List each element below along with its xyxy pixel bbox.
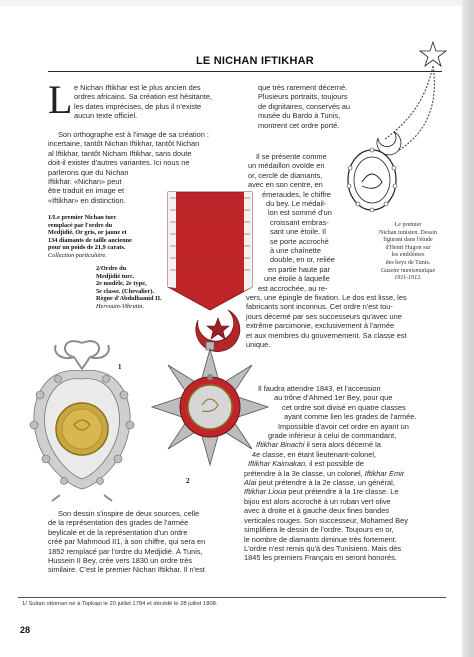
text-line: beylicale et de la représentation d'un ordre: [48, 527, 188, 537]
text-line: similaire. C'est le premier Nichan Iftikhar. Il n'est: [48, 565, 205, 575]
text-line: les dates imprécises, de plus il n'existe: [74, 101, 202, 111]
page-number: 28: [20, 625, 31, 635]
caption-line: 2/Ordre du: [96, 265, 127, 272]
caption-line: les emblèmes: [391, 252, 425, 259]
text-line: [244, 469, 450, 478]
caption-credit: Collection particulière.: [48, 251, 107, 259]
caption-line: Medjidié. Or gris, or jaune et: [48, 229, 127, 237]
caption-line: Le premier: [394, 222, 422, 228]
text-line: [244, 487, 450, 496]
col1-bottom-paragraph: [48, 509, 242, 575]
text-line: unique.: [246, 340, 271, 350]
text-line: en partie haute par: [268, 264, 331, 274]
caption-line: Nichan tunisien. Dessin: [378, 229, 438, 236]
text-line: Il se présente comme: [256, 152, 327, 161]
page-title: LE NICHAN IFTIKHAR: [196, 55, 314, 67]
text-line: Iftikhar. «Nichan» peut: [48, 177, 122, 187]
text-span: il sera alors décerné la: [304, 440, 381, 450]
text-line: Hussein II Bey, crée vers 1830 un ordre très: [48, 556, 193, 566]
text-line: L'ordre n'est remis qu'à des Tunisiens. Mais dès: [244, 543, 402, 553]
text-line: de la représentation des grades de l'armée: [48, 518, 189, 528]
drop-cap: L: [48, 77, 73, 122]
caption-right: [364, 222, 452, 283]
text-line: de dignitaires, conservés au: [258, 101, 351, 111]
text-line: croissant embras-: [270, 217, 329, 227]
rank-term: Iftikhar Lioua: [244, 487, 287, 497]
caption-line: 1/Le premier Nichan turc: [48, 214, 117, 221]
text-line: fabricants sont inconnus. Cet ordre n'est tou-: [246, 302, 393, 312]
text-span: peut prétendre à la 1re classe. Le: [286, 487, 399, 497]
text-line: du bey. Le médail-: [266, 199, 327, 209]
text-line: 1845 les premiers Français en seront honorés.: [244, 553, 397, 563]
text-line: être traduit en image et: [48, 186, 125, 196]
caption-line: Gazette numismatique: [380, 267, 436, 274]
text-line: montrent cet ordre porté.: [258, 120, 340, 130]
text-line: un médaillon ovoïde en: [248, 161, 325, 171]
caption-line: 1911-1912.: [394, 275, 422, 282]
col2-paragraph-2: [248, 152, 348, 293]
col2-paragraph-1: [258, 83, 370, 130]
page-top-band: [0, 0, 474, 6]
text-line: une étoile à laquelle: [264, 274, 330, 284]
text-line: [244, 478, 450, 487]
text-line: que très rarement décerné.: [258, 83, 348, 92]
text-line: cet ordre soit divisé en quatre classes: [282, 402, 406, 412]
text-line: e Nichan Iftikhar est le plus ancien des: [74, 83, 201, 92]
rank-term: Iftikhar Kaimakan,: [248, 459, 308, 469]
footnote-rule: [18, 597, 446, 598]
caption-line: Medjidié turc.: [96, 272, 135, 280]
text-span: il est possible de: [307, 459, 364, 469]
text-line: doit-il exister d'autres variantes. Ici nous ne: [48, 158, 190, 168]
caption-line: 5e classe. (Chevalier).: [96, 287, 155, 295]
text-line: musée du Bardo à Tunis,: [258, 111, 341, 121]
caption-line: des beys de Tunis.: [385, 259, 431, 266]
text-line: avec en son centre, en: [248, 180, 323, 190]
intro-paragraph: [74, 83, 239, 121]
text-line: Impossible d'avoir cet ordre en ayant un: [278, 421, 409, 431]
text-line: ordres africains. Sa création est hésitante,: [74, 92, 213, 102]
text-line: 4e classe, en étant lieutenant-colonel,: [252, 449, 377, 459]
caption-line: pour un poids de 21,9 carats.: [48, 244, 126, 252]
caption-credit: Hervouin-Vibrutin.: [96, 302, 144, 310]
text-line: Son dessin s'inspire de deux sources, celle: [58, 509, 200, 518]
caption-line: figurant dans l'étude: [383, 237, 433, 244]
text-line: 1852 remplacé par l'ordre du Medjidié. À Tunis,: [48, 546, 203, 556]
caption-line: Règne d'Abdulhamid II.: [96, 295, 162, 303]
text-line: est accrochée, au re-: [258, 283, 328, 293]
footnote: 1/ Sultan ottoman né à Topkapi le 20 juillet 1784 et décédé le 28 juillet 1808.: [22, 601, 218, 607]
text-line: grade inférieur à celui de commandant,: [268, 431, 397, 441]
text-line: incertaine, tantôt Nichan Iftikhar, tantôt Nichan: [48, 139, 200, 149]
text-span: prétendre à la 3e classe, un colonel,: [244, 468, 365, 478]
text-line: «Iftikhar» en distinction.: [48, 195, 126, 205]
caption-line: d'Henri Hugon sur: [385, 244, 431, 251]
text-line: double, en or, reliée: [270, 255, 335, 265]
text-line: [244, 459, 450, 468]
figure-label-1: 1: [118, 363, 122, 371]
text-line: et aux membres du gouvernement. Sa classe est: [246, 330, 407, 340]
text-line: lon est sommé d'un: [268, 208, 332, 218]
text-line: verticales rouges. Son successeur, Mohamed Bey: [244, 515, 408, 525]
rank-term: Alai: [244, 478, 257, 488]
text-line: bijou est alors accroché à un ruban vert olive: [244, 496, 391, 506]
text-line: ayant comme lien les grades de l'armée.: [284, 412, 417, 422]
text-line: al Iftikhar, tantôt Nicham Iftikhar, sans doute: [48, 148, 192, 158]
text-line: à une chaînette: [270, 246, 321, 256]
text-line: émeraudes, le chiffre: [262, 189, 331, 199]
text-line: Plusieurs portraits, toujours: [258, 92, 348, 102]
col2-paragraph-3: [244, 384, 450, 563]
text-line: aucun texte officiel.: [74, 111, 138, 121]
text-line: se porte accroché: [270, 236, 329, 246]
text-line: au trône d'Ahmed 1er Bey, pour que: [274, 393, 393, 403]
text-line: Son orthographe est à l'image de sa création :: [58, 130, 209, 139]
text-line: parlerons que du Nichan: [48, 167, 129, 177]
caption-line: 134 diamants de taille ancienne: [48, 236, 132, 244]
text-line: sant une étoile. Il: [270, 227, 326, 237]
text-line: or, cerclé de diamants,: [248, 170, 323, 180]
jewelled-medal-illustration: [22, 335, 142, 500]
text-line: avec à droite et à gauche deux fines bandes: [244, 506, 390, 516]
text-span: peut prétendre à la 2e classe, un général,: [256, 478, 395, 488]
text-line: extrême parcimonie, exclusivement à l'armée: [246, 321, 395, 331]
text-line: jours décerné par ses successeurs qu'avec une: [246, 311, 402, 321]
caption-line: remplacé par l'ordre du: [48, 221, 113, 229]
text-line: vers, une épingle de fixation. Le dos est lisse, les: [246, 293, 407, 302]
text-line: [244, 440, 450, 449]
col2-paragraph-2-cont: [246, 293, 450, 349]
caption-line: 2e modèle, 2e type,: [96, 280, 147, 288]
text-line: simplifiera le dessin de l'ordre. Toujours en or,: [244, 525, 394, 535]
text-line: le nombre de diamants diminue très fortement.: [244, 534, 397, 544]
rank-term: Iftikhar Binachi: [256, 440, 305, 450]
figure-label-2: 2: [186, 477, 190, 485]
rank-term: Iftikhar Emir: [364, 468, 405, 478]
text-line: Il faudra attendre 1843, et l'accession: [258, 384, 381, 393]
text-line: créé par Mahmoud II1, à son chiffre, qui sera en: [48, 537, 206, 547]
